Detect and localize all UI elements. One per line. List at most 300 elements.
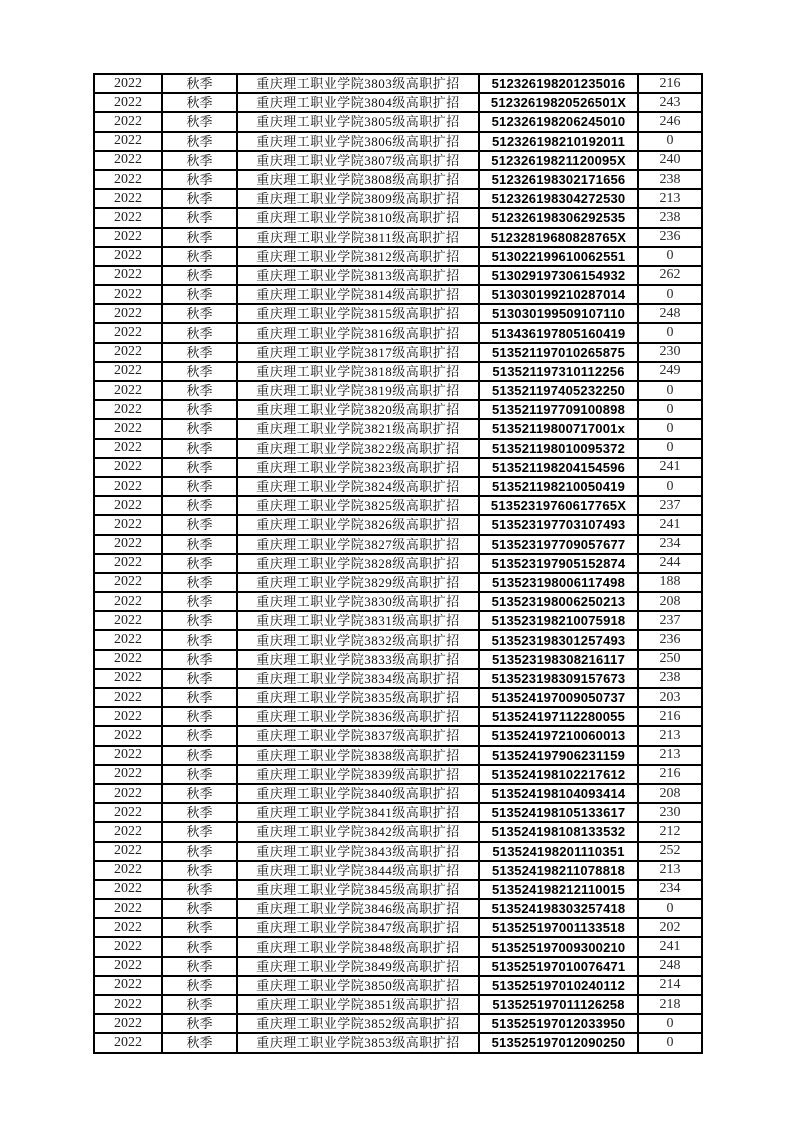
year-cell: 2022: [94, 381, 162, 400]
year-cell: 2022: [94, 419, 162, 438]
class-name-cell: 重庆理工职业学院3824级高职扩招: [237, 477, 479, 496]
season-cell: 秋季: [162, 842, 237, 861]
id-number-cell: 513521198010095372: [479, 439, 638, 458]
table-row: [94, 957, 702, 976]
id-number-cell: 513525197001133518: [479, 918, 638, 937]
score-cell: 234: [638, 535, 702, 554]
score-cell: 202: [638, 918, 702, 937]
class-name-cell: 重庆理工职业学院3849级高职扩招: [237, 957, 479, 976]
id-number-cell: 512326198201235016: [479, 74, 638, 93]
score-cell: 0: [638, 1014, 702, 1033]
season-cell: 秋季: [162, 573, 237, 592]
class-name-cell: 重庆理工职业学院3847级高职扩招: [237, 918, 479, 937]
season-cell: 秋季: [162, 477, 237, 496]
year-cell: 2022: [94, 112, 162, 131]
score-cell: 0: [638, 285, 702, 304]
season-cell: 秋季: [162, 630, 237, 649]
table-row: [94, 343, 702, 362]
class-name-cell: 重庆理工职业学院3839级高职扩招: [237, 765, 479, 784]
id-number-cell: 51232819680828765X: [479, 228, 638, 247]
score-cell: 248: [638, 957, 702, 976]
score-cell: 0: [638, 132, 702, 151]
class-name-cell: 重庆理工职业学院3852级高职扩招: [237, 1014, 479, 1033]
year-cell: 2022: [94, 400, 162, 419]
id-number-cell: 513524197009050737: [479, 688, 638, 707]
year-cell: 2022: [94, 611, 162, 630]
id-number-cell: 512326198304272530: [479, 189, 638, 208]
season-cell: 秋季: [162, 880, 237, 899]
score-cell: 214: [638, 976, 702, 995]
season-cell: 秋季: [162, 650, 237, 669]
season-cell: 秋季: [162, 151, 237, 170]
year-cell: 2022: [94, 726, 162, 745]
season-cell: 秋季: [162, 535, 237, 554]
table-row: [94, 630, 702, 649]
id-number-cell: 513525197010240112: [479, 976, 638, 995]
season-cell: 秋季: [162, 746, 237, 765]
year-cell: 2022: [94, 477, 162, 496]
year-cell: 2022: [94, 842, 162, 861]
year-cell: 2022: [94, 74, 162, 93]
year-cell: 2022: [94, 937, 162, 956]
score-cell: 241: [638, 458, 702, 477]
year-cell: 2022: [94, 151, 162, 170]
year-cell: 2022: [94, 861, 162, 880]
table-row: [94, 400, 702, 419]
score-cell: 241: [638, 515, 702, 534]
class-name-cell: 重庆理工职业学院3815级高职扩招: [237, 304, 479, 323]
class-name-cell: 重庆理工职业学院3820级高职扩招: [237, 400, 479, 419]
score-cell: 208: [638, 592, 702, 611]
id-number-cell: 513523198301257493: [479, 630, 638, 649]
season-cell: 秋季: [162, 976, 237, 995]
year-cell: 2022: [94, 957, 162, 976]
season-cell: 秋季: [162, 439, 237, 458]
records-table: [93, 73, 703, 1054]
season-cell: 秋季: [162, 323, 237, 342]
year-cell: 2022: [94, 976, 162, 995]
id-number-cell: 513523198309157673: [479, 669, 638, 688]
table-row: [94, 74, 702, 93]
season-cell: 秋季: [162, 496, 237, 515]
id-number-cell: 513524197906231159: [479, 746, 638, 765]
score-cell: 0: [638, 247, 702, 266]
class-name-cell: 重庆理工职业学院3844级高职扩招: [237, 861, 479, 880]
id-number-cell: 513524198212110015: [479, 880, 638, 899]
id-number-cell: 513521197405232250: [479, 381, 638, 400]
class-name-cell: 重庆理工职业学院3809级高职扩招: [237, 189, 479, 208]
class-name-cell: 重庆理工职业学院3837级高职扩招: [237, 726, 479, 745]
table-row: [94, 650, 702, 669]
id-number-cell: 513525197011126258: [479, 995, 638, 1014]
table-row: [94, 937, 702, 956]
season-cell: 秋季: [162, 189, 237, 208]
year-cell: 2022: [94, 995, 162, 1014]
season-cell: 秋季: [162, 419, 237, 438]
score-cell: 212: [638, 822, 702, 841]
season-cell: 秋季: [162, 937, 237, 956]
score-cell: 250: [638, 650, 702, 669]
year-cell: 2022: [94, 132, 162, 151]
year-cell: 2022: [94, 592, 162, 611]
score-cell: 0: [638, 1033, 702, 1052]
table-row: [94, 822, 702, 841]
table-row: [94, 151, 702, 170]
class-name-cell: 重庆理工职业学院3818级高职扩招: [237, 362, 479, 381]
year-cell: 2022: [94, 765, 162, 784]
class-name-cell: 重庆理工职业学院3840级高职扩招: [237, 784, 479, 803]
class-name-cell: 重庆理工职业学院3822级高职扩招: [237, 439, 479, 458]
table-row: [94, 765, 702, 784]
year-cell: 2022: [94, 573, 162, 592]
year-cell: 2022: [94, 554, 162, 573]
class-name-cell: 重庆理工职业学院3845级高职扩招: [237, 880, 479, 899]
table-row: [94, 439, 702, 458]
season-cell: 秋季: [162, 861, 237, 880]
year-cell: 2022: [94, 1033, 162, 1052]
year-cell: 2022: [94, 707, 162, 726]
year-cell: 2022: [94, 899, 162, 918]
score-cell: 249: [638, 362, 702, 381]
table-row: [94, 381, 702, 400]
score-cell: 234: [638, 880, 702, 899]
table-row: [94, 285, 702, 304]
score-cell: 237: [638, 496, 702, 515]
season-cell: 秋季: [162, 74, 237, 93]
class-name-cell: 重庆理工职业学院3816级高职扩招: [237, 323, 479, 342]
year-cell: 2022: [94, 458, 162, 477]
id-number-cell: 513523198210075918: [479, 611, 638, 630]
score-cell: 0: [638, 419, 702, 438]
id-number-cell: 513523198006250213: [479, 592, 638, 611]
score-cell: 230: [638, 343, 702, 362]
year-cell: 2022: [94, 323, 162, 342]
year-cell: 2022: [94, 650, 162, 669]
id-number-cell: 51232619821120095X: [479, 151, 638, 170]
table-row: [94, 1033, 702, 1052]
class-name-cell: 重庆理工职业学院3810级高职扩招: [237, 208, 479, 227]
table-row: [94, 592, 702, 611]
class-name-cell: 重庆理工职业学院3850级高职扩招: [237, 976, 479, 995]
id-number-cell: 512326198306292535: [479, 208, 638, 227]
id-number-cell: 513022199610062551: [479, 247, 638, 266]
year-cell: 2022: [94, 784, 162, 803]
id-number-cell: 513523198308216117: [479, 650, 638, 669]
class-name-cell: 重庆理工职业学院3831级高职扩招: [237, 611, 479, 630]
table-row: [94, 726, 702, 745]
records-table-body: [94, 74, 702, 1053]
class-name-cell: 重庆理工职业学院3826级高职扩招: [237, 515, 479, 534]
class-name-cell: 重庆理工职业学院3805级高职扩招: [237, 112, 479, 131]
table-row: [94, 247, 702, 266]
score-cell: 0: [638, 439, 702, 458]
year-cell: 2022: [94, 343, 162, 362]
id-number-cell: 513030199509107110: [479, 304, 638, 323]
score-cell: 0: [638, 381, 702, 400]
id-number-cell: 513521197010265875: [479, 343, 638, 362]
class-name-cell: 重庆理工职业学院3821级高职扩招: [237, 419, 479, 438]
season-cell: 秋季: [162, 822, 237, 841]
score-cell: 213: [638, 189, 702, 208]
class-name-cell: 重庆理工职业学院3833级高职扩招: [237, 650, 479, 669]
table-row: [94, 573, 702, 592]
table-row: [94, 419, 702, 438]
table-row: [94, 707, 702, 726]
year-cell: 2022: [94, 803, 162, 822]
id-number-cell: 513521197709100898: [479, 400, 638, 419]
score-cell: 203: [638, 688, 702, 707]
season-cell: 秋季: [162, 362, 237, 381]
score-cell: 230: [638, 803, 702, 822]
id-number-cell: 513525197012090250: [479, 1033, 638, 1052]
class-name-cell: 重庆理工职业学院3843级高职扩招: [237, 842, 479, 861]
score-cell: 208: [638, 784, 702, 803]
class-name-cell: 重庆理工职业学院3827级高职扩招: [237, 535, 479, 554]
table-row: [94, 266, 702, 285]
id-number-cell: 513524198102217612: [479, 765, 638, 784]
score-cell: 216: [638, 765, 702, 784]
id-number-cell: 51232619820526501X: [479, 93, 638, 112]
class-name-cell: 重庆理工职业学院3841级高职扩招: [237, 803, 479, 822]
id-number-cell: 512326198206245010: [479, 112, 638, 131]
year-cell: 2022: [94, 822, 162, 841]
season-cell: 秋季: [162, 1033, 237, 1052]
score-cell: 252: [638, 842, 702, 861]
year-cell: 2022: [94, 630, 162, 649]
season-cell: 秋季: [162, 170, 237, 189]
class-name-cell: 重庆理工职业学院3811级高职扩招: [237, 228, 479, 247]
id-number-cell: 513524198105133617: [479, 803, 638, 822]
table-row: [94, 1014, 702, 1033]
season-cell: 秋季: [162, 208, 237, 227]
table-row: [94, 535, 702, 554]
table-row: [94, 995, 702, 1014]
season-cell: 秋季: [162, 400, 237, 419]
id-number-cell: 513525197012033950: [479, 1014, 638, 1033]
year-cell: 2022: [94, 247, 162, 266]
table-row: [94, 362, 702, 381]
table-row: [94, 746, 702, 765]
season-cell: 秋季: [162, 515, 237, 534]
table-row: [94, 976, 702, 995]
table-row: [94, 515, 702, 534]
class-name-cell: 重庆理工职业学院3846级高职扩招: [237, 899, 479, 918]
class-name-cell: 重庆理工职业学院3834级高职扩招: [237, 669, 479, 688]
id-number-cell: 512326198210192011: [479, 132, 638, 151]
score-cell: 213: [638, 746, 702, 765]
table-row: [94, 304, 702, 323]
year-cell: 2022: [94, 266, 162, 285]
id-number-cell: 513029197306154932: [479, 266, 638, 285]
year-cell: 2022: [94, 688, 162, 707]
season-cell: 秋季: [162, 899, 237, 918]
id-number-cell: 513523197703107493: [479, 515, 638, 534]
year-cell: 2022: [94, 170, 162, 189]
class-name-cell: 重庆理工职业学院3832级高职扩招: [237, 630, 479, 649]
score-cell: 0: [638, 400, 702, 419]
table-row: [94, 842, 702, 861]
season-cell: 秋季: [162, 688, 237, 707]
season-cell: 秋季: [162, 247, 237, 266]
class-name-cell: 重庆理工职业学院3813级高职扩招: [237, 266, 479, 285]
class-name-cell: 重庆理工职业学院3851级高职扩招: [237, 995, 479, 1014]
table-row: [94, 93, 702, 112]
class-name-cell: 重庆理工职业学院3814级高职扩招: [237, 285, 479, 304]
id-number-cell: 51352319760617765X: [479, 496, 638, 515]
season-cell: 秋季: [162, 957, 237, 976]
class-name-cell: 重庆理工职业学院3807级高职扩招: [237, 151, 479, 170]
id-number-cell: 513030199210287014: [479, 285, 638, 304]
table-row: [94, 458, 702, 477]
season-cell: 秋季: [162, 381, 237, 400]
year-cell: 2022: [94, 189, 162, 208]
class-name-cell: 重庆理工职业学院3823级高职扩招: [237, 458, 479, 477]
year-cell: 2022: [94, 918, 162, 937]
year-cell: 2022: [94, 880, 162, 899]
score-cell: 240: [638, 151, 702, 170]
score-cell: 213: [638, 861, 702, 880]
id-number-cell: 512326198302171656: [479, 170, 638, 189]
season-cell: 秋季: [162, 343, 237, 362]
id-number-cell: 513524198104093414: [479, 784, 638, 803]
year-cell: 2022: [94, 208, 162, 227]
season-cell: 秋季: [162, 458, 237, 477]
table-row: [94, 918, 702, 937]
id-number-cell: 513524198108133532: [479, 822, 638, 841]
score-cell: 241: [638, 937, 702, 956]
table-row: [94, 496, 702, 515]
class-name-cell: 重庆理工职业学院3848级高职扩招: [237, 937, 479, 956]
table-row: [94, 228, 702, 247]
score-cell: 236: [638, 630, 702, 649]
year-cell: 2022: [94, 515, 162, 534]
table-row: [94, 861, 702, 880]
table-row: [94, 899, 702, 918]
score-cell: 248: [638, 304, 702, 323]
season-cell: 秋季: [162, 93, 237, 112]
score-cell: 0: [638, 323, 702, 342]
id-number-cell: 513523197709057677: [479, 535, 638, 554]
class-name-cell: 重庆理工职业学院3828级高职扩招: [237, 554, 479, 573]
season-cell: 秋季: [162, 304, 237, 323]
table-row: [94, 669, 702, 688]
year-cell: 2022: [94, 304, 162, 323]
year-cell: 2022: [94, 535, 162, 554]
score-cell: 236: [638, 228, 702, 247]
class-name-cell: 重庆理工职业学院3806级高职扩招: [237, 132, 479, 151]
id-number-cell: 513521197310112256: [479, 362, 638, 381]
score-cell: 188: [638, 573, 702, 592]
year-cell: 2022: [94, 1014, 162, 1033]
score-cell: 213: [638, 726, 702, 745]
score-cell: 218: [638, 995, 702, 1014]
season-cell: 秋季: [162, 592, 237, 611]
class-name-cell: 重庆理工职业学院3803级高职扩招: [237, 74, 479, 93]
season-cell: 秋季: [162, 266, 237, 285]
class-name-cell: 重庆理工职业学院3842级高职扩招: [237, 822, 479, 841]
score-cell: 244: [638, 554, 702, 573]
table-row: [94, 323, 702, 342]
table-row: [94, 688, 702, 707]
score-cell: 246: [638, 112, 702, 131]
year-cell: 2022: [94, 93, 162, 112]
id-number-cell: 513521198204154596: [479, 458, 638, 477]
class-name-cell: 重庆理工职业学院3838级高职扩招: [237, 746, 479, 765]
season-cell: 秋季: [162, 285, 237, 304]
score-cell: 262: [638, 266, 702, 285]
year-cell: 2022: [94, 746, 162, 765]
class-name-cell: 重庆理工职业学院3812级高职扩招: [237, 247, 479, 266]
id-number-cell: 513524197210060013: [479, 726, 638, 745]
id-number-cell: 51352119800717001x: [479, 419, 638, 438]
class-name-cell: 重庆理工职业学院3819级高职扩招: [237, 381, 479, 400]
id-number-cell: 513525197009300210: [479, 937, 638, 956]
score-cell: 238: [638, 669, 702, 688]
table-row: [94, 803, 702, 822]
season-cell: 秋季: [162, 707, 237, 726]
year-cell: 2022: [94, 285, 162, 304]
season-cell: 秋季: [162, 228, 237, 247]
id-number-cell: 513524198303257418: [479, 899, 638, 918]
score-cell: 238: [638, 208, 702, 227]
table-row: [94, 170, 702, 189]
score-cell: 238: [638, 170, 702, 189]
id-number-cell: 513524198201110351: [479, 842, 638, 861]
class-name-cell: 重庆理工职业学院3836级高职扩招: [237, 707, 479, 726]
id-number-cell: 513436197805160419: [479, 323, 638, 342]
year-cell: 2022: [94, 439, 162, 458]
season-cell: 秋季: [162, 132, 237, 151]
id-number-cell: 513524197112280055: [479, 707, 638, 726]
table-row: [94, 477, 702, 496]
score-cell: 0: [638, 899, 702, 918]
id-number-cell: 513523198006117498: [479, 573, 638, 592]
id-number-cell: 513521198210050419: [479, 477, 638, 496]
season-cell: 秋季: [162, 611, 237, 630]
season-cell: 秋季: [162, 803, 237, 822]
table-row: [94, 112, 702, 131]
year-cell: 2022: [94, 496, 162, 515]
table-row: [94, 189, 702, 208]
id-number-cell: 513524198211078818: [479, 861, 638, 880]
year-cell: 2022: [94, 362, 162, 381]
table-row: [94, 208, 702, 227]
score-cell: 216: [638, 707, 702, 726]
table-row: [94, 784, 702, 803]
season-cell: 秋季: [162, 112, 237, 131]
season-cell: 秋季: [162, 669, 237, 688]
season-cell: 秋季: [162, 1014, 237, 1033]
season-cell: 秋季: [162, 554, 237, 573]
season-cell: 秋季: [162, 918, 237, 937]
score-cell: 0: [638, 477, 702, 496]
table-row: [94, 132, 702, 151]
class-name-cell: 重庆理工职业学院3835级高职扩招: [237, 688, 479, 707]
class-name-cell: 重庆理工职业学院3808级高职扩招: [237, 170, 479, 189]
id-number-cell: 513525197010076471: [479, 957, 638, 976]
table-row: [94, 611, 702, 630]
score-cell: 216: [638, 74, 702, 93]
class-name-cell: 重庆理工职业学院3829级高职扩招: [237, 573, 479, 592]
season-cell: 秋季: [162, 726, 237, 745]
score-cell: 243: [638, 93, 702, 112]
year-cell: 2022: [94, 228, 162, 247]
class-name-cell: 重庆理工职业学院3825级高职扩招: [237, 496, 479, 515]
year-cell: 2022: [94, 669, 162, 688]
season-cell: 秋季: [162, 784, 237, 803]
class-name-cell: 重庆理工职业学院3830级高职扩招: [237, 592, 479, 611]
class-name-cell: 重庆理工职业学院3853级高职扩招: [237, 1033, 479, 1052]
